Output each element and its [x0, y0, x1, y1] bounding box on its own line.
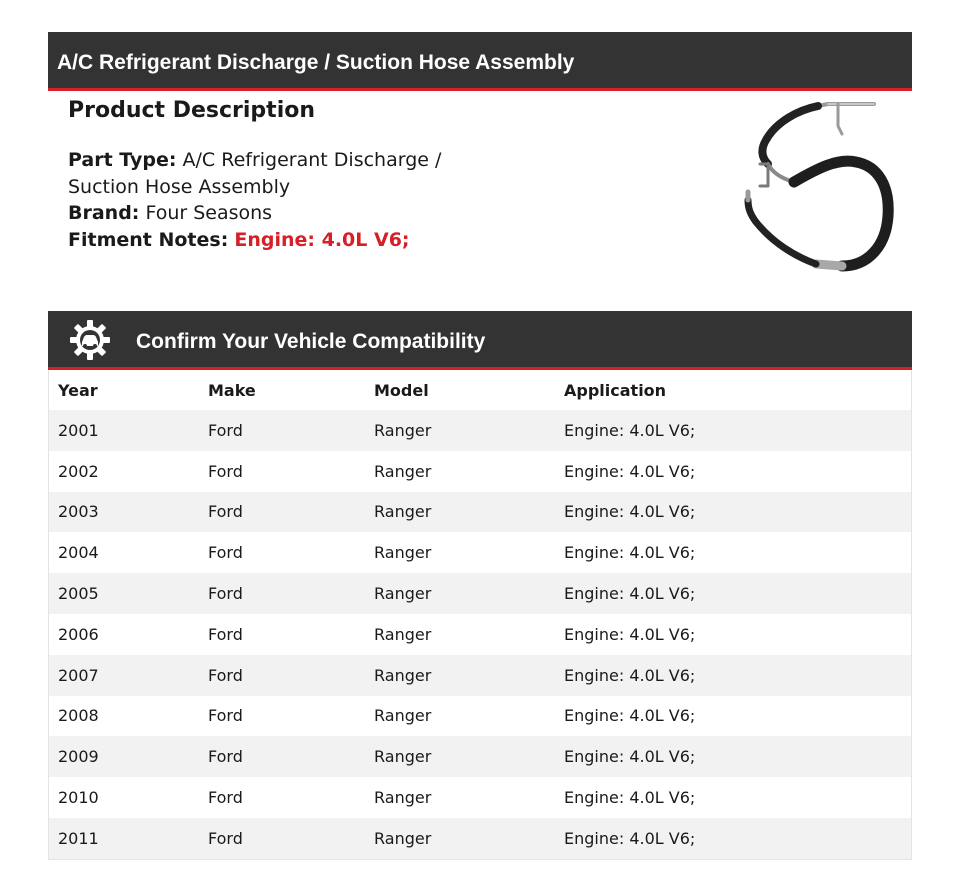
- cell-make: Ford: [208, 665, 243, 685]
- cell-model: Ranger: [374, 543, 432, 563]
- cell-model: Ranger: [374, 747, 432, 767]
- cell-application: Engine: 4.0L V6;: [564, 502, 696, 522]
- cell-application: Engine: 4.0L V6;: [564, 461, 696, 481]
- product-description: [68, 96, 488, 253]
- description-heading: Product Description: [68, 98, 316, 123]
- cell-make: Ford: [208, 624, 243, 644]
- table-row: [49, 777, 911, 818]
- cell-make: Ford: [208, 543, 243, 563]
- compatibility-title: Confirm Your Vehicle Compatibility: [136, 330, 486, 353]
- table-row: [49, 410, 911, 451]
- cell-model: Ranger: [374, 584, 432, 604]
- table-row: [49, 573, 911, 614]
- brand-label: Brand:: [68, 202, 140, 224]
- cell-application: Engine: 4.0L V6;: [564, 584, 696, 604]
- table-row: [49, 655, 911, 696]
- brand-line: [68, 200, 488, 227]
- hose-assembly-image: [738, 96, 908, 280]
- part-type-value-2: Suction Hose Assembly: [68, 175, 291, 198]
- fitment-label: Fitment Notes:: [68, 228, 229, 251]
- part-type-value-1: A/C Refrigerant Discharge /: [182, 149, 442, 171]
- cell-application: Engine: 4.0L V6;: [564, 706, 696, 726]
- cell-make: Ford: [208, 788, 243, 808]
- fitment-line: [68, 227, 488, 254]
- cell-model: Ranger: [374, 461, 432, 481]
- cell-model: Ranger: [374, 828, 432, 848]
- table-row: [49, 492, 911, 533]
- cell-make: Ford: [208, 747, 243, 767]
- cell-make: Ford: [208, 502, 243, 522]
- table-row: [49, 614, 911, 655]
- column-header-make: Make: [208, 380, 256, 400]
- cell-make: Ford: [208, 706, 243, 726]
- column-header-model: Model: [374, 380, 429, 400]
- brand-value: Four Seasons: [145, 202, 273, 224]
- column-header-application: Application: [564, 380, 667, 400]
- cell-year: 2011: [58, 828, 99, 848]
- gear-car-icon: [69, 319, 111, 361]
- table-row: [49, 451, 911, 492]
- part-type-label: Part Type:: [68, 149, 177, 171]
- cell-model: Ranger: [374, 420, 432, 440]
- table-row: [49, 736, 911, 777]
- cell-year: 2005: [58, 584, 99, 604]
- cell-application: Engine: 4.0L V6;: [564, 420, 696, 440]
- compatibility-header-bar: [48, 311, 912, 370]
- compatibility-table: [48, 370, 912, 860]
- cell-application: Engine: 4.0L V6;: [564, 828, 696, 848]
- cell-model: Ranger: [374, 788, 432, 808]
- table-row: [49, 818, 911, 859]
- fitment-value: Engine: 4.0L V6;: [234, 228, 410, 251]
- product-header-bar: [48, 32, 912, 91]
- cell-application: Engine: 4.0L V6;: [564, 788, 696, 808]
- cell-model: Ranger: [374, 502, 432, 522]
- cell-make: Ford: [208, 584, 243, 604]
- table-row: [49, 696, 911, 737]
- part-type-line: [68, 147, 488, 174]
- cell-application: Engine: 4.0L V6;: [564, 624, 696, 644]
- table-header-row: [49, 370, 911, 410]
- cell-year: 2010: [58, 788, 99, 808]
- table-row: [49, 532, 911, 573]
- cell-model: Ranger: [374, 665, 432, 685]
- column-header-year: Year: [58, 380, 98, 400]
- cell-make: Ford: [208, 420, 243, 440]
- cell-application: Engine: 4.0L V6;: [564, 543, 696, 563]
- cell-year: 2008: [58, 706, 99, 726]
- cell-year: 2007: [58, 665, 99, 685]
- cell-make: Ford: [208, 461, 243, 481]
- cell-model: Ranger: [374, 624, 432, 644]
- cell-year: 2004: [58, 543, 99, 563]
- cell-make: Ford: [208, 828, 243, 848]
- product-header-title: A/C Refrigerant Discharge / Suction Hose Assembly: [57, 51, 575, 74]
- cell-model: Ranger: [374, 706, 432, 726]
- cell-year: 2002: [58, 461, 99, 481]
- cell-year: 2003: [58, 502, 99, 522]
- cell-year: 2001: [58, 420, 99, 440]
- cell-year: 2009: [58, 747, 99, 767]
- cell-year: 2006: [58, 624, 99, 644]
- cell-application: Engine: 4.0L V6;: [564, 747, 696, 767]
- cell-application: Engine: 4.0L V6;: [564, 665, 696, 685]
